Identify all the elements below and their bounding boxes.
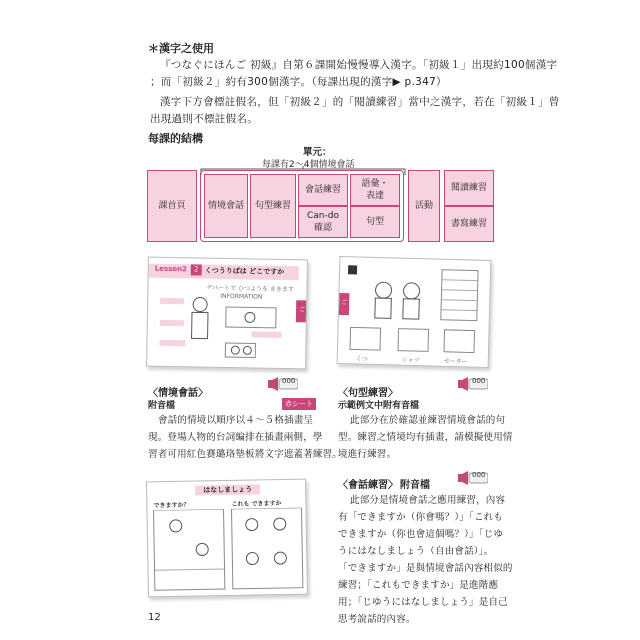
thumb2-label-1: シャツ — [401, 356, 420, 365]
conv-line-6: 練習；「これもできますか」是進階應 — [338, 580, 499, 591]
conv-line-7: 用；「じゆうにはなしましょう」是自己 — [338, 597, 508, 608]
conv-line-8: 思考說話的內容。 — [338, 614, 416, 625]
box-reading: 閱讀練習 — [444, 170, 494, 206]
situation-line-3: 習者可用紅色賽璐珞墊板將文字遮蓋著練習。 — [148, 449, 343, 460]
thumb1-sub: デパートで ひつようを ききます — [206, 284, 294, 294]
conv-line-3: できますか（你也會這個嗎？）」「じゆ — [338, 529, 504, 540]
kanji-para1-line2: ；而「初級２」約有300個漢字。（每課出現的漢字▶ p.347） — [150, 76, 447, 88]
thumb-pattern — [337, 256, 492, 368]
box-pattern: 句型練習 — [250, 174, 296, 238]
thumb1-side: ご — [298, 306, 306, 314]
thumb3-label-a: できますか？ — [153, 501, 190, 510]
conv-line-5: 「できますか」是與情境會話內容相似的 — [338, 563, 513, 574]
box-conv-practice: 會話練習 — [298, 174, 348, 206]
thumb1-info: INFORMATION — [220, 292, 263, 301]
thumb2-side: ご — [341, 299, 348, 307]
box-sentence: 句型 — [350, 206, 400, 238]
thumb1-num: 2 — [191, 264, 202, 275]
pattern-line-3: 境進行練習。 — [338, 449, 397, 460]
conv-line-2: 有「できますか（你會嗎？）」「これも — [338, 512, 504, 523]
box-can-do: Can-do 確認 — [298, 206, 348, 238]
red-sheet-tag: 赤シート — [282, 398, 316, 410]
thumb1-illustration — [155, 290, 296, 364]
thumb1-lesson: Lesson2 — [154, 264, 188, 274]
thumb3-label-b: これも できますか — [231, 500, 282, 508]
unit-sub: 每課有2～4個情境會話 — [262, 160, 355, 170]
thumb3-illustration — [152, 508, 305, 595]
pattern-sub: 示範例文中附有音檔 — [338, 401, 420, 411]
conv-line-4: うにはなしましょう（自由會話）」。 — [338, 546, 494, 557]
pattern-speaker-icon: 000 — [458, 376, 488, 390]
kanji-para2-line1: 漢字下方會標註假名，但「初級２」的「閱讀練習」當中之漢字，若在「初級１」曾 — [160, 96, 560, 108]
thumb3-title: はなしましょう — [195, 484, 260, 495]
thumb2-label-2: セーター — [443, 357, 468, 366]
unit-label: 單元： — [303, 147, 332, 158]
situation-line-1: 會話的情境以順序以４～５格插畫呈 — [158, 415, 314, 426]
page-number: 12 — [148, 612, 161, 623]
situation-title: 〈情境會話〉 — [148, 388, 208, 399]
thumb2-label-0: くつ — [355, 355, 368, 363]
kanji-heading: ＊漢字之使用 — [148, 42, 214, 55]
thumb2-illustration — [344, 263, 486, 363]
structure-heading: 每課的結構 — [148, 132, 203, 145]
box-vocab: 語彙・ 表達 — [350, 174, 400, 206]
pattern-line-1: 此部分在於確認並練習情境會話的句 — [350, 415, 506, 426]
situation-sub: 附音檔 — [148, 401, 176, 411]
kanji-para2-line2: 出現過則不標註假名。 — [150, 113, 258, 125]
conv-title: 〈會話練習〉 附音檔 — [338, 480, 430, 491]
pattern-title: 〈句型練習〉 — [338, 388, 398, 399]
thumb-conversation — [146, 479, 308, 598]
kanji-para1-line1: 『つなぐにほんご 初級』自第６課開始慢慢導入漢字。「初級１」出現約100個漢字 — [160, 59, 558, 71]
situation-speaker-icon: 000 — [268, 376, 298, 390]
box-situation: 情境會話 — [204, 174, 248, 238]
box-writing: 書寫練習 — [444, 206, 494, 242]
pattern-line-2: 型。練習之情境均有插畫，請模擬使用情 — [338, 432, 513, 443]
conv-line-1: 此部分是情境會話之應用練習，內容 — [350, 495, 506, 506]
thumb-situation — [146, 257, 308, 370]
thumb1-title: くつうりばは どこですか — [204, 266, 285, 276]
conv-speaker-icon: 000 — [458, 470, 488, 484]
box-lesson-title: 課首頁 — [147, 170, 197, 242]
situation-line-2: 現。登場人物的台詞編排在插畫兩側，學 — [148, 432, 323, 443]
box-activity: 活動 — [408, 170, 440, 242]
